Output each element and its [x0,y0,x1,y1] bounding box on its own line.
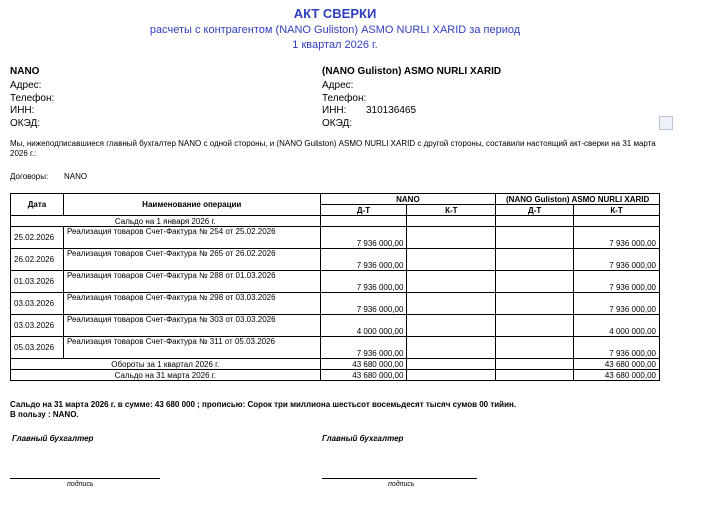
row-p2-debit [496,337,574,359]
row-description: Реализация товаров Счет-Фактура № 254 от 25.02.2026 [63,227,320,249]
right-signature-caption: подпись [388,481,415,488]
table-row [11,271,660,293]
party2-header: (NANO Guliston) ASMO NURLI XARID [496,194,660,205]
row-p2-credit: 4 000 000,00 [574,315,660,337]
closing-p2-credit: 43 680 000,00 [574,370,660,381]
row-p2-debit [496,315,574,337]
row-p2-debit [496,249,574,271]
row-p1-debit: 7 936 000,00 [320,249,407,271]
row-p2-credit: 7 936 000,00 [574,337,660,359]
row-description: Реализация товаров Счет-Фактура № 298 от 03.03.2026 [63,293,320,315]
party2-debit-header: Д-Т [496,205,574,216]
row-date: 25.02.2026 [11,227,64,249]
row-p1-debit: 4 000 000,00 [320,315,407,337]
right-party-inn-label: ИНН: [322,105,347,116]
row-p1-credit [407,293,496,315]
left-party-inn-label: ИНН: [10,105,35,116]
turnover-p2-credit: 43 680 000,00 [574,359,660,370]
right-party-okad-label: ОКЭД: [322,118,353,129]
row-description: Реализация товаров Счет-Фактура № 288 от 01.03.2026 [63,271,320,293]
row-date: 03.03.2026 [11,315,64,337]
left-party-okad-label: ОКЭД: [10,118,41,129]
party2-credit-header: К-Т [574,205,660,216]
row-date: 05.03.2026 [11,337,64,359]
document-subtitle: расчеты с контрагентом (NANO Guliston) ASMO NURLI XARID за период [149,24,521,36]
intro-text: Мы, нижеподписавшиеся главный бухгалтер NANO с одной стороны, и (NANO Guliston) ASMO NURLI XARID с другой стороны, составили настоящий акт-сверки на 31 марта 2026 г.: [10,139,656,158]
turnover-label: Обороты за 1 квартал 2026 г. [11,359,321,370]
row-p2-credit: 7 936 000,00 [574,227,660,249]
row-p1-debit: 7 936 000,00 [320,271,407,293]
right-signature-line [322,478,477,479]
row-p1-debit: 7 936 000,00 [320,293,407,315]
table-row [11,293,660,315]
contracts-value: NANO [64,172,88,181]
checkbox[interactable] [659,116,673,130]
party1-credit-header: К-Т [407,205,496,216]
table-row [11,249,660,271]
contracts-label: Договоры: [10,172,49,181]
row-date: 01.03.2026 [11,271,64,293]
row-description: Реализация товаров Счет-Фактура № 265 от 26.02.2026 [63,249,320,271]
row-p1-credit [407,249,496,271]
right-party-address-label: Адрес: [322,80,354,91]
table-row [11,227,660,249]
row-p2-debit [496,293,574,315]
left-signature-caption: подпись [67,481,94,488]
reconciliation-table [10,193,660,381]
right-signature-title: Главный бухгалтер [322,434,404,443]
row-p2-debit [496,271,574,293]
row-p1-credit [407,271,496,293]
row-p1-credit [407,337,496,359]
row-p2-credit: 7 936 000,00 [574,249,660,271]
col-operation-header: Наименование операции [63,194,320,216]
row-p1-debit: 7 936 000,00 [320,227,407,249]
col-date-header: Дата [11,194,64,216]
table-row [11,315,660,337]
summary-in-favor: В пользу : NANO. [10,410,79,419]
right-party-name: (NANO Guliston) ASMO NURLI XARID [322,66,502,77]
row-date: 26.02.2026 [11,249,64,271]
row-p2-credit: 7 936 000,00 [574,271,660,293]
party1-debit-header: Д-Т [320,205,407,216]
summary-balance: Сальдо на 31 марта 2026 г. в сумме: 43 680 000 ; прописью: Сорок три миллиона шестьсот восемьдесят тысяч сумов 00 тийин. [10,400,517,409]
party1-header: NANO [320,194,496,205]
opening-balance-label: Сальдо на 1 января 2026 г. [11,216,321,227]
row-description: Реализация товаров Счет-Фактура № 303 от 03.03.2026 [63,315,320,337]
document-title: АКТ СВЕРКИ [293,6,377,21]
row-description: Реализация товаров Счет-Фактура № 311 от 05.03.2026 [63,337,320,359]
table-row [11,337,660,359]
left-party-phone-label: Телефон: [10,93,55,104]
row-p2-credit: 7 936 000,00 [574,293,660,315]
row-p1-debit: 7 936 000,00 [320,337,407,359]
left-party-name: NANO [10,66,40,77]
closing-balance-label: Сальдо на 31 марта 2026 г. [11,370,321,381]
row-p2-debit [496,227,574,249]
closing-p1-debit: 43 680 000,00 [320,370,407,381]
document-period: 1 квартал 2026 г. [292,39,378,51]
row-date: 03.03.2026 [11,293,64,315]
left-signature-line [10,478,160,479]
row-p1-credit [407,227,496,249]
turnover-p1-debit: 43 680 000,00 [320,359,407,370]
left-party-address-label: Адрес: [10,80,42,91]
right-party-inn-value: 310136465 [366,105,417,116]
left-signature-title: Главный бухгалтер [12,434,94,443]
right-party-phone-label: Телефон: [322,93,367,104]
row-p1-credit [407,315,496,337]
